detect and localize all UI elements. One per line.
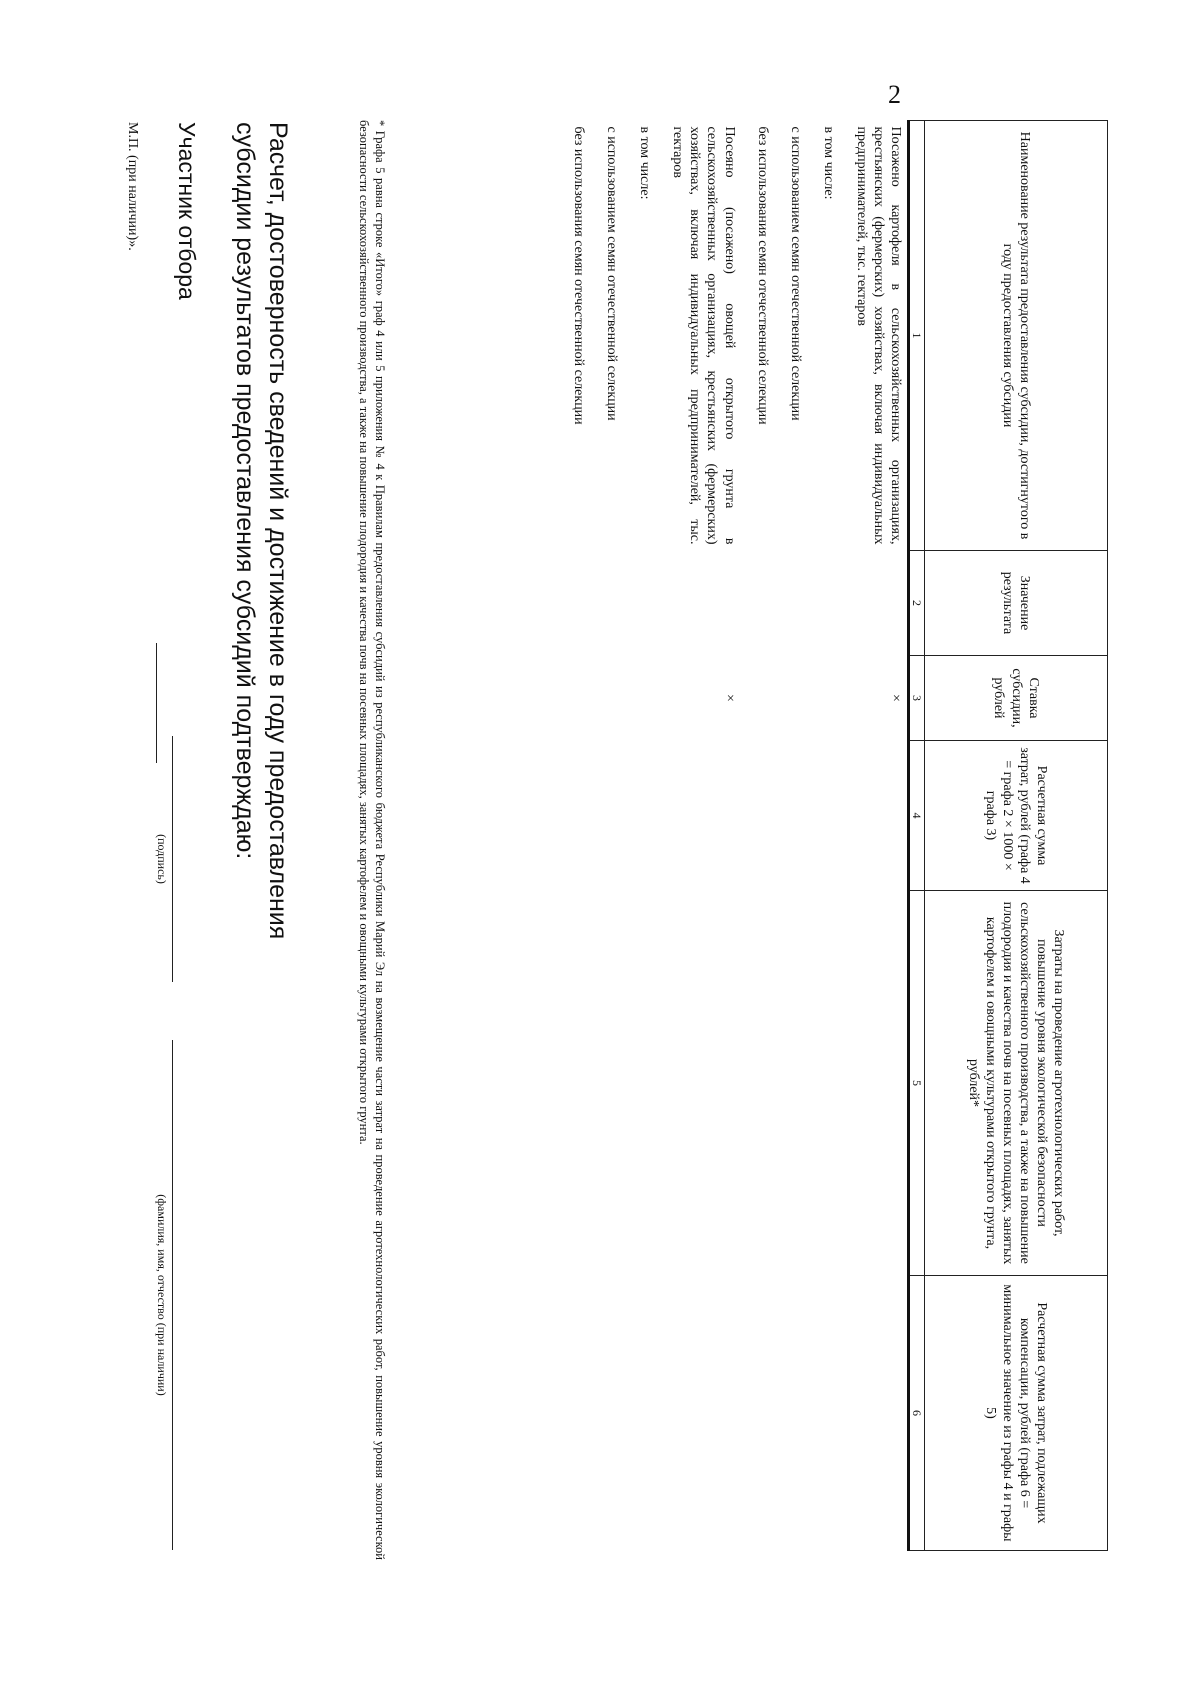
table-header-row [925, 121, 1108, 1551]
confirmation-title-line: Расчет, достоверность сведений и достижение в году предоставления [264, 122, 292, 940]
row-name: без использования семян отечественной селекции [754, 126, 770, 425]
table-row [784, 121, 807, 1551]
column-number: 1 [909, 121, 925, 551]
stamp-label: М.П. (при наличии)». [125, 122, 140, 251]
column-number: 2 [909, 551, 925, 656]
column-number: 3 [909, 656, 925, 741]
page-number: 2 [888, 80, 901, 109]
row-name: без использования семян отечественной селекции [571, 126, 587, 425]
header-result-name: Наименование результата предоставления субсидии, достигнутого в году предоставления субсидии [925, 121, 1108, 551]
table-row [850, 121, 909, 1551]
header-actual-costs: Затраты на проведение агротехнологических работ, повышение уровня экологической безопасности сельскохозяйственного производства, а также на повышение плодородия и качества почв на посевных площадях, занятых картофелем и овощными культурами открытого грунта, рублей* [925, 891, 1108, 1276]
row-name: в том числе: [637, 126, 653, 200]
confirmation-title-line: субсидии результатов предоставления субсидий подтверждаю: [231, 122, 260, 860]
row-name: Посажено картофеля в сельскохозяйственных организациях, крестьянских (фермерских) хозяйствах, включая индивидуальных предпринимателей, тыс. гектаров [853, 126, 903, 545]
header-subsidy-rate: Ставка субсидии, рублей [925, 656, 1108, 741]
row-value [850, 551, 909, 656]
table-row [633, 121, 656, 1551]
header-calculated-costs: Расчетная сумма затрат, рублей (графа 4 = графа 2 × 1000 × графа 3) [925, 741, 1108, 891]
table-row [817, 121, 840, 1551]
row-name: в том числе: [820, 126, 836, 200]
row-calc [850, 741, 909, 891]
table-row [751, 121, 774, 1551]
table-row [567, 121, 590, 1551]
row-rate: × [721, 694, 737, 702]
subsidy-calculation-table [567, 120, 1108, 1551]
row-name: с использованием семян отечественной селекции [604, 126, 620, 421]
confirmation-title [229, 122, 294, 1222]
column-number: 4 [909, 741, 925, 891]
row-name: с использованием семян отечественной селекции [787, 126, 803, 421]
table-row [600, 121, 623, 1551]
footnote: * Графа 5 равна строке «Итого» граф 4 или 5 приложения № 4 к Правилам предоставления субсидий из республиканского бюджета Республики Марий Эл на возмещение части затрат на проведение агротехнологических работ, повышение уровня экологической безопасности сельскохозяйственного производства, а также на повышение плодородия и качества почв на посевных площадях, занятых картофелем и овощными культурами открытого грунта. [357, 120, 387, 1560]
header-compensated-costs: Расчетная сумма затрат, подлежащих компенсации, рублей (графа 6 = минимальное значение из графы 4 и графы 5) [925, 1276, 1108, 1551]
participant-label: Участник отбора [174, 122, 200, 300]
column-number: 5 [909, 891, 925, 1276]
table-row [666, 121, 740, 1551]
column-number: 6 [909, 1276, 925, 1551]
name-caption: (фамилия, имя, отчество (при наличии) [155, 1194, 169, 1396]
row-compensation [850, 1276, 909, 1551]
column-number-row [909, 121, 925, 1551]
signature-line [172, 736, 173, 982]
signature-caption: (подпись) [155, 834, 169, 884]
row-costs [850, 891, 909, 1276]
row-rate: × [888, 694, 903, 702]
name-line [172, 1040, 173, 1550]
header-result-value: Значение результата [925, 551, 1108, 656]
row-name: Посеяно (посажено) овощей открытого грунта в сельскохозяйственных организациях, крестьянских (фермерских) хозяйствах, включая индивидуальных предпринимателей, тыс. гектаров [670, 126, 737, 545]
